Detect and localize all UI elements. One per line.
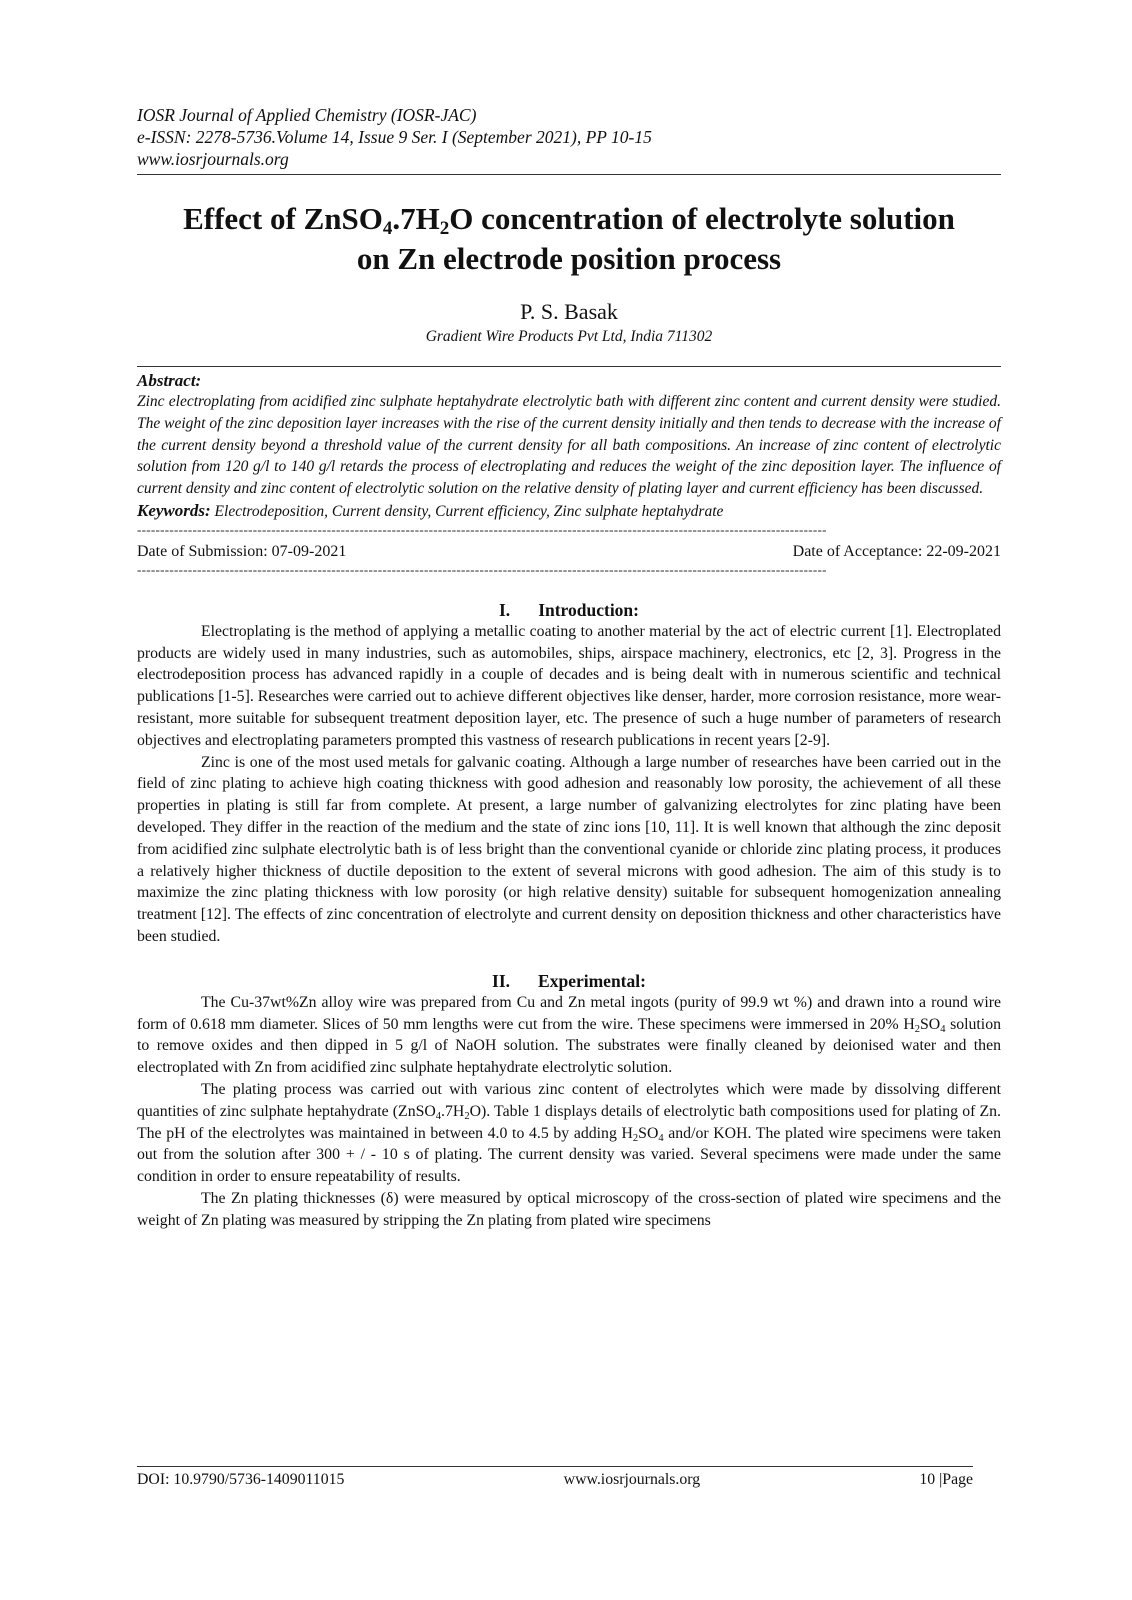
abstract-rule — [137, 366, 1001, 367]
author-name: P. S. Basak — [520, 299, 618, 324]
separator-bottom: ----------------------------------------------------------------------------------------------------------------------------------------------------- — [137, 562, 827, 577]
keywords-line — [137, 500, 1001, 523]
author-affiliation: Gradient Wire Products Pvt Ltd, India 711302 — [425, 328, 713, 345]
journal-name: IOSR Journal of Applied Chemistry (IOSR-JAC) — [137, 105, 477, 125]
paper-page — [137, 104, 1001, 1232]
intro-paragraph-1: Electroplating is the method of applying a metallic coating to another material by the act of electric current [1]. Electroplated products are widely used in many industries, such as automobiles, ships, airspace machinery, electronics, etc [2, 3]. Progress in the electrodeposition process has advanced rapidly in a couple of decades and is being dealt with in numerous scientific and technical publications [1-5]. Researches were carried out to achieve different objectives like denser, harder, more corrosion resistance, more wear-resistant, more suitable for subsequent treatment deposition layer, etc. The presence of such a huge number of parameters of research objectives and electroplating parameters prompted this vastness of research publications in recent years [2-9]. — [137, 622, 1001, 749]
section-heading-experimental: II. Experimental: — [492, 970, 646, 991]
footer-page-number: 10 |Page — [919, 1471, 973, 1488]
separator-top: ----------------------------------------------------------------------------------------------------------------------------------------------------- — [137, 522, 827, 537]
dates-row — [137, 541, 1001, 563]
experimental-paragraph-1: The Cu-37wt%Zn alloy wire was prepared from Cu and Zn metal ingots (purity of 99.9 wt %) and drawn into a round wire form of 0.618 mm diameter. Slices of 50 mm lengths were cut from the wire. These specimens were immersed in 20% $H_2SO_4$ solution to remove oxides and then dipped in 5 g/l of NaOH solution. The substrates were finally cleaned by deionised water and then electroplated with Zn from acidified zinc sulphate heptahydrate electrolytic solution. — [137, 993, 1001, 1077]
section-heading-introduction: I. Introduction: — [499, 599, 639, 620]
keywords-label: Keywords: — [137, 500, 211, 520]
header-rule — [137, 174, 1001, 175]
abstract-heading: Abstract: — [137, 371, 202, 390]
journal-header — [137, 104, 1001, 175]
abstract-block — [137, 370, 1001, 523]
paper-title: Effect of $ZnSO_4.7H_2O$ concentration of electrolyte solution on Zn electrode position process — [183, 201, 955, 276]
experimental-paragraph-2: The plating process was carried out with various zinc content of electrolytes which were made by dissolving different quantities of zinc sulphate heptahydrate $(ZnSO_4.7H_2O)$. Table 1 displays details of electrolytic bath compositions used for plating of Zn. The pH of the electrolytes was maintained in between 4.0 to 4.5 by adding $H_2SO_4$ and/or KOH. The plated wire specimens were taken out from the solution after 300 + / - 10 s of plating. The current density was varied. Several specimens were made under the same condition in order to ensure repeatability of results. — [137, 1080, 1001, 1186]
page-footer — [137, 1466, 973, 1490]
intro-paragraph-2: Zinc is one of the most used metals for galvanic coating. Although a large number of researches have been carried out in the field of zinc plating to achieve high coating thickness with good adhesion and reasonably low porosity, the achievement of all these properties in plating is still far from complete. At present, a large number of galvanizing electrolytes for zinc plating have been developed. They differ in the reaction of the medium and the state of zinc ions [10, 11]. It is well known that although the zinc deposit from acidified zinc sulphate electrolytic bath is of less bright than the conventional cyanide or chloride zinc plating process, it produces a relatively higher thickness of ductile deposition to the extent of several microns with good adhesion. The aim of this study is to maximize the zinc plating thickness with low porosity (or high relative density) suitable for subsequent homogenization annealing treatment [12]. The effects of zinc concentration of electrolyte and current density on deposition thickness and other characteristics have been studied. — [137, 753, 1001, 945]
abstract-text: Zinc electroplating from acidified zinc sulphate heptahydrate electrolytic bath with different zinc content and current density were studied. The weight of the zinc deposition layer increases with the rise of the current density initially and then tends to decrease with the increase of the current density beyond a threshold value of the current density for all bath compositions. An increase of zinc content of electrolytic solution from 120 g/l to 140 g/l retards the process of electroplating and reduces the weight of the zinc deposition layer. The influence of current density and zinc content of electrolytic solution on the relative density of plating layer and current efficiency has been discussed. — [137, 393, 1001, 498]
issn-line: e-ISSN: 2278-5736.Volume 14, Issue 9 Ser. I (September 2021), PP 10-15 — [137, 127, 652, 147]
experimental-paragraph-3: The Zn plating thicknesses (δ) were measured by optical microscopy of the cross-section of plated wire specimens and the weight of Zn plating was measured by stripping the Zn plating from plated wire specimens — [137, 1189, 1001, 1229]
keywords-text: Electrodeposition, Current density, Current efficiency, Zinc sulphate heptahydrate — [214, 502, 724, 520]
submission-date: Date of Submission: 07-09-2021 — [137, 542, 347, 560]
journal-website: www.iosrjournals.org — [137, 149, 289, 169]
footer-doi: DOI: 10.9790/5736-1409011015 — [137, 1471, 345, 1488]
footer-website: www.iosrjournals.org — [563, 1471, 701, 1488]
acceptance-date: Date of Acceptance: 22-09-2021 — [792, 542, 1001, 560]
